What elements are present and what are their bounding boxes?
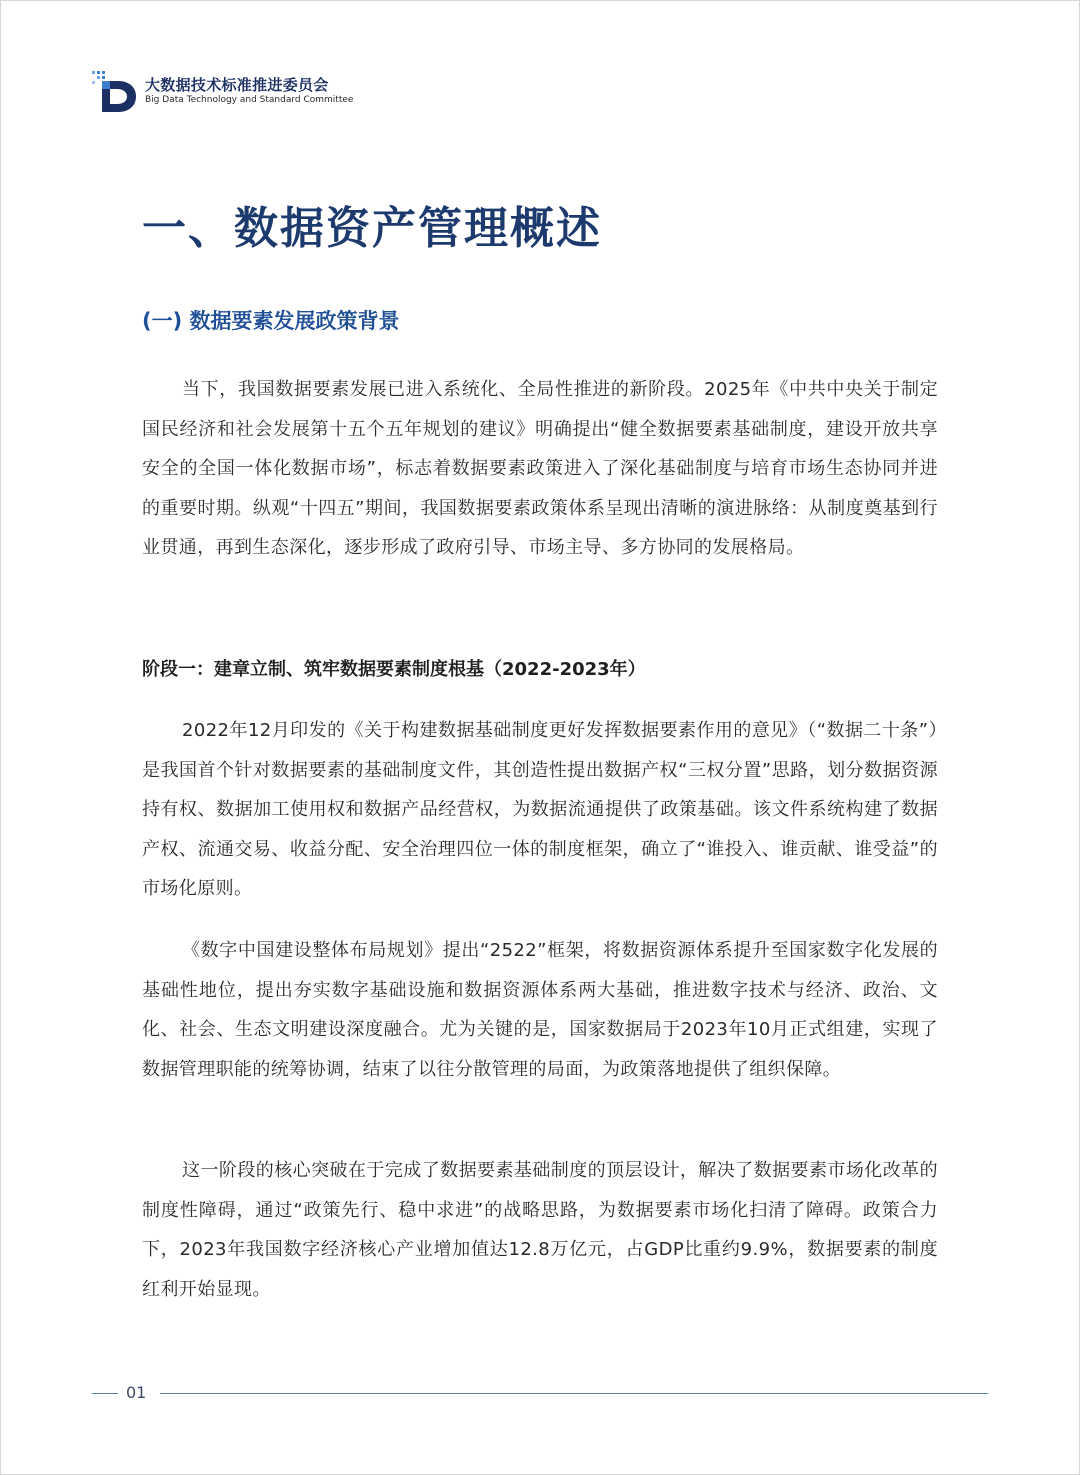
chapter-title: 一、数据资产管理概述 <box>142 203 602 254</box>
page-number: 01 <box>126 1383 147 1402</box>
organization-name-cn: 大数据技术标准推进委员会 <box>145 76 329 94</box>
organization-name-en: Big Data Technology and Standard Committee <box>145 95 354 105</box>
stage-one-heading: 阶段一：建章立制、筑牢数据要素制度根基（2022-2023年） <box>142 659 646 680</box>
body-paragraph-digital-china: 《数字中国建设整体布局规划》提出“2522”框架，将数据资源体系提升至国家数字化发展的基础性地位，提出夯实数字基础设施和数据资源体系两大基础，推进数字技术与经济、政治、文化、社会、生态文明建设深度融合。尤为关键的是，国家数据局于2023年10月正式组建，实现了数据管理职能的统筹协调，结束了以往分散管理的局面，为政策落地提供了组织保障。 <box>142 940 938 1080</box>
intro-paragraph: 当下，我国数据要素发展已进入系统化、全局性推进的新阶段。2025年《中共中央关于制定国民经济和社会发展第十五个五年规划的建议》明确提出“健全数据要素基础制度，建设开放共享安全的全国一体化数据市场”，标志着数据要素政策进入了深化基础制度与培育市场生态协同并进的重要时期。纵观“十四五”期间，我国数据要素政策体系呈现出清晰的演进脉络：从制度奠基到行业贯通，再到生态深化，逐步形成了政府引导、市场主导、多方协同的发展格局。 <box>142 379 938 558</box>
section-title: (一) 数据要素发展政策背景 <box>142 309 400 333</box>
body-paragraph-stage-summary: 这一阶段的核心突破在于完成了数据要素基础制度的顶层设计，解决了数据要素市场化改革的制度性障碍，通过“政策先行、稳中求进”的战略思路，为数据要素市场化扫清了障碍。政策合力下，2023年我国数字经济核心产业增加值达12.8万亿元，占GDP比重约9.9%，数据要素的制度红利开始显现。 <box>142 1160 938 1300</box>
body-paragraph-data-twenty-articles: 2022年12月印发的《关于构建数据基础制度更好发挥数据要素作用的意见》（“数据二十条”）是我国首个针对数据要素的基础制度文件，其创造性提出数据产权“三权分置”思路，划分数据资源持有权、数据加工使用权和数据产品经营权，为数据流通提供了政策基础。该文件系统构建了数据产权、流通交易、收益分配、安全治理四位一体的制度框架，确立了“谁投入、谁贡献、谁受益”的市场化原则。 <box>142 720 938 899</box>
footer-divider-right <box>160 1393 988 1394</box>
footer-divider-left <box>92 1393 118 1394</box>
big-data-d-logo-icon <box>92 68 140 114</box>
